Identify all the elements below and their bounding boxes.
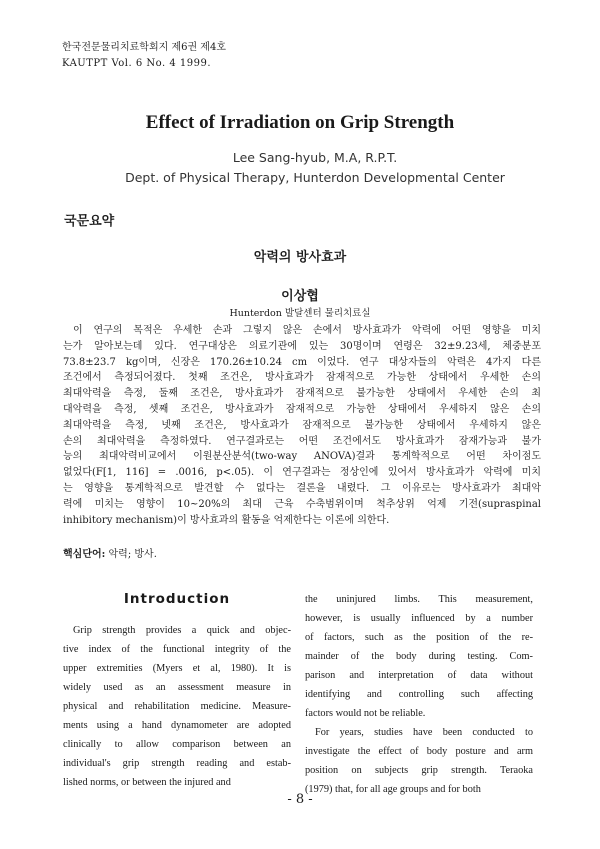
abstract-line: inhibitory mechanism)이 방사효과의 활동을 억제한다는 이론에 의한다.	[63, 514, 390, 526]
abstract-body	[63, 323, 541, 528]
abstract-line: 는가 알아보는데 있다. 연구대상은 의료기관에 있는 30명이며 연령은 32±9.23세, 체중분포	[63, 340, 541, 352]
abstract-line: 능의 최대악력비교에서 이원분산분석(two-way ANOVA)결과 통계학적으로 어떤 차이점도	[63, 451, 541, 463]
abstract-line: 73.8±23.7 kg이며, 신장은 170.26±10.24 cm 이었다. 연구 대상자들의 악력은 4가지 다른	[63, 356, 541, 368]
page-number: - 8 -	[287, 792, 313, 807]
author-line: Lee Sang-hyub, M.A, R.P.T.	[232, 150, 398, 165]
paper-title: Effect of Irradiation on Grip Strength	[145, 112, 455, 133]
intro-line: ments using a hand dynamometer are adopted	[63, 720, 291, 731]
intro-line: investigate the effect of body posture and arm	[305, 746, 533, 757]
intro-line: position on subjects grip strength. Teraoka	[305, 765, 533, 776]
intro-line: however, is usually influenced by a number	[305, 613, 533, 624]
intro-right-text	[305, 590, 533, 799]
intro-line: widely used as an assessment measure in	[63, 682, 291, 693]
abstract-line: 없었다(F[1, 116] = .0016, p<.05). 이 연구결과는 정상인에 있어서 방사효과가 악력에 미치	[63, 467, 541, 479]
intro-line: lished norms, or between the injured and	[63, 777, 231, 788]
intro-line: of factors, such as the position of the re-	[305, 632, 533, 643]
abstract-line: 최대악력을 측정, 둘째 조건은, 방사효과가 잠재적으로 불가능한 상태에서 우세한 손의 최	[63, 388, 541, 400]
journal-name-ko: 한국전문물리치료학회지 제6권 제4호	[62, 42, 226, 53]
section-heading-introduction: Introduction	[123, 591, 231, 607]
abstract-line: 력에 미치는 영향이 10~20%의 최대 근육 수축범위이며 척추상위 억제 기전(supraspinal	[63, 498, 541, 510]
intro-line: factors would not be reliable.	[305, 708, 426, 719]
intro-line: the uninjured limbs. This measurement,	[305, 594, 533, 605]
intro-line: upper extremities (Myers et al, 1980). It is	[63, 663, 291, 674]
korean-affiliation: Hunterdon 발달센터 물리치료실	[229, 308, 371, 319]
korean-author: 이상협	[281, 289, 319, 304]
intro-line: physical and rehabilitation medicine. Measure-	[63, 701, 291, 712]
abstract-line: 최대악력을 측정, 넷째 조건은, 방사효과가 잠재적으로 불가능한 상태에서 우세하지 않은	[63, 419, 541, 431]
intro-line: For years, studies have been conducted to	[315, 727, 533, 738]
journal-name-en: KAUTPT Vol. 6 No. 4 1999.	[62, 58, 212, 69]
abstract-line: 대악력을 측정, 셋째 조건은, 방사효과가 잠재적으로 가능한 상태에서 우세하지 않은 손의	[63, 403, 541, 415]
affiliation-line: Dept. of Physical Therapy, Hunterdon Developmental Center	[125, 170, 505, 185]
keywords	[63, 545, 157, 560]
intro-line: individual's grip strength reading and estab-	[63, 758, 291, 769]
intro-line: identifying and controlling such affecting	[305, 689, 533, 700]
journal-header	[62, 40, 226, 72]
korean-title: 악력의 방사효과	[253, 250, 347, 265]
intro-right-column	[305, 590, 533, 799]
intro-line: Grip strength provides a quick and objec-	[73, 625, 291, 636]
abstract-line: 는 영향을 통계학적으로 발견할 수 없다는 결론을 내렸다. 그 이유로는 방사효과가 최대악	[63, 482, 541, 494]
abstract-heading: 국문요약	[64, 214, 115, 229]
intro-line: mainder of the body during testing. Com-	[305, 651, 533, 662]
abstract-line: 조건에서 측정되어졌다. 첫째 조건은, 방사효과가 잠재적으로 가능한 상태에서 우세한 손의	[63, 372, 541, 384]
intro-line: clinically to allow comparison between an	[63, 739, 291, 750]
keywords-value: 악력; 방사.	[105, 549, 157, 560]
intro-left-text	[63, 621, 291, 792]
intro-line: (1979) that, for all age groups and for both	[305, 784, 481, 795]
intro-left-column	[63, 590, 291, 792]
abstract-line: 손의 최대악력을 측정하였다. 연구결과로는 어떤 조건에서도 방사효과가 잠재가능과 불가	[63, 435, 541, 447]
abstract-line: 이 연구의 목적은 우세한 손과 그렇지 않은 손에서 방사효과가 악력에 어떤 영향을 미치	[73, 325, 541, 336]
intro-line: parison and interpretation of data without	[305, 670, 533, 681]
keywords-label: 핵심단어:	[63, 549, 106, 560]
intro-line: tive index of the functional integrity of the	[63, 644, 291, 655]
